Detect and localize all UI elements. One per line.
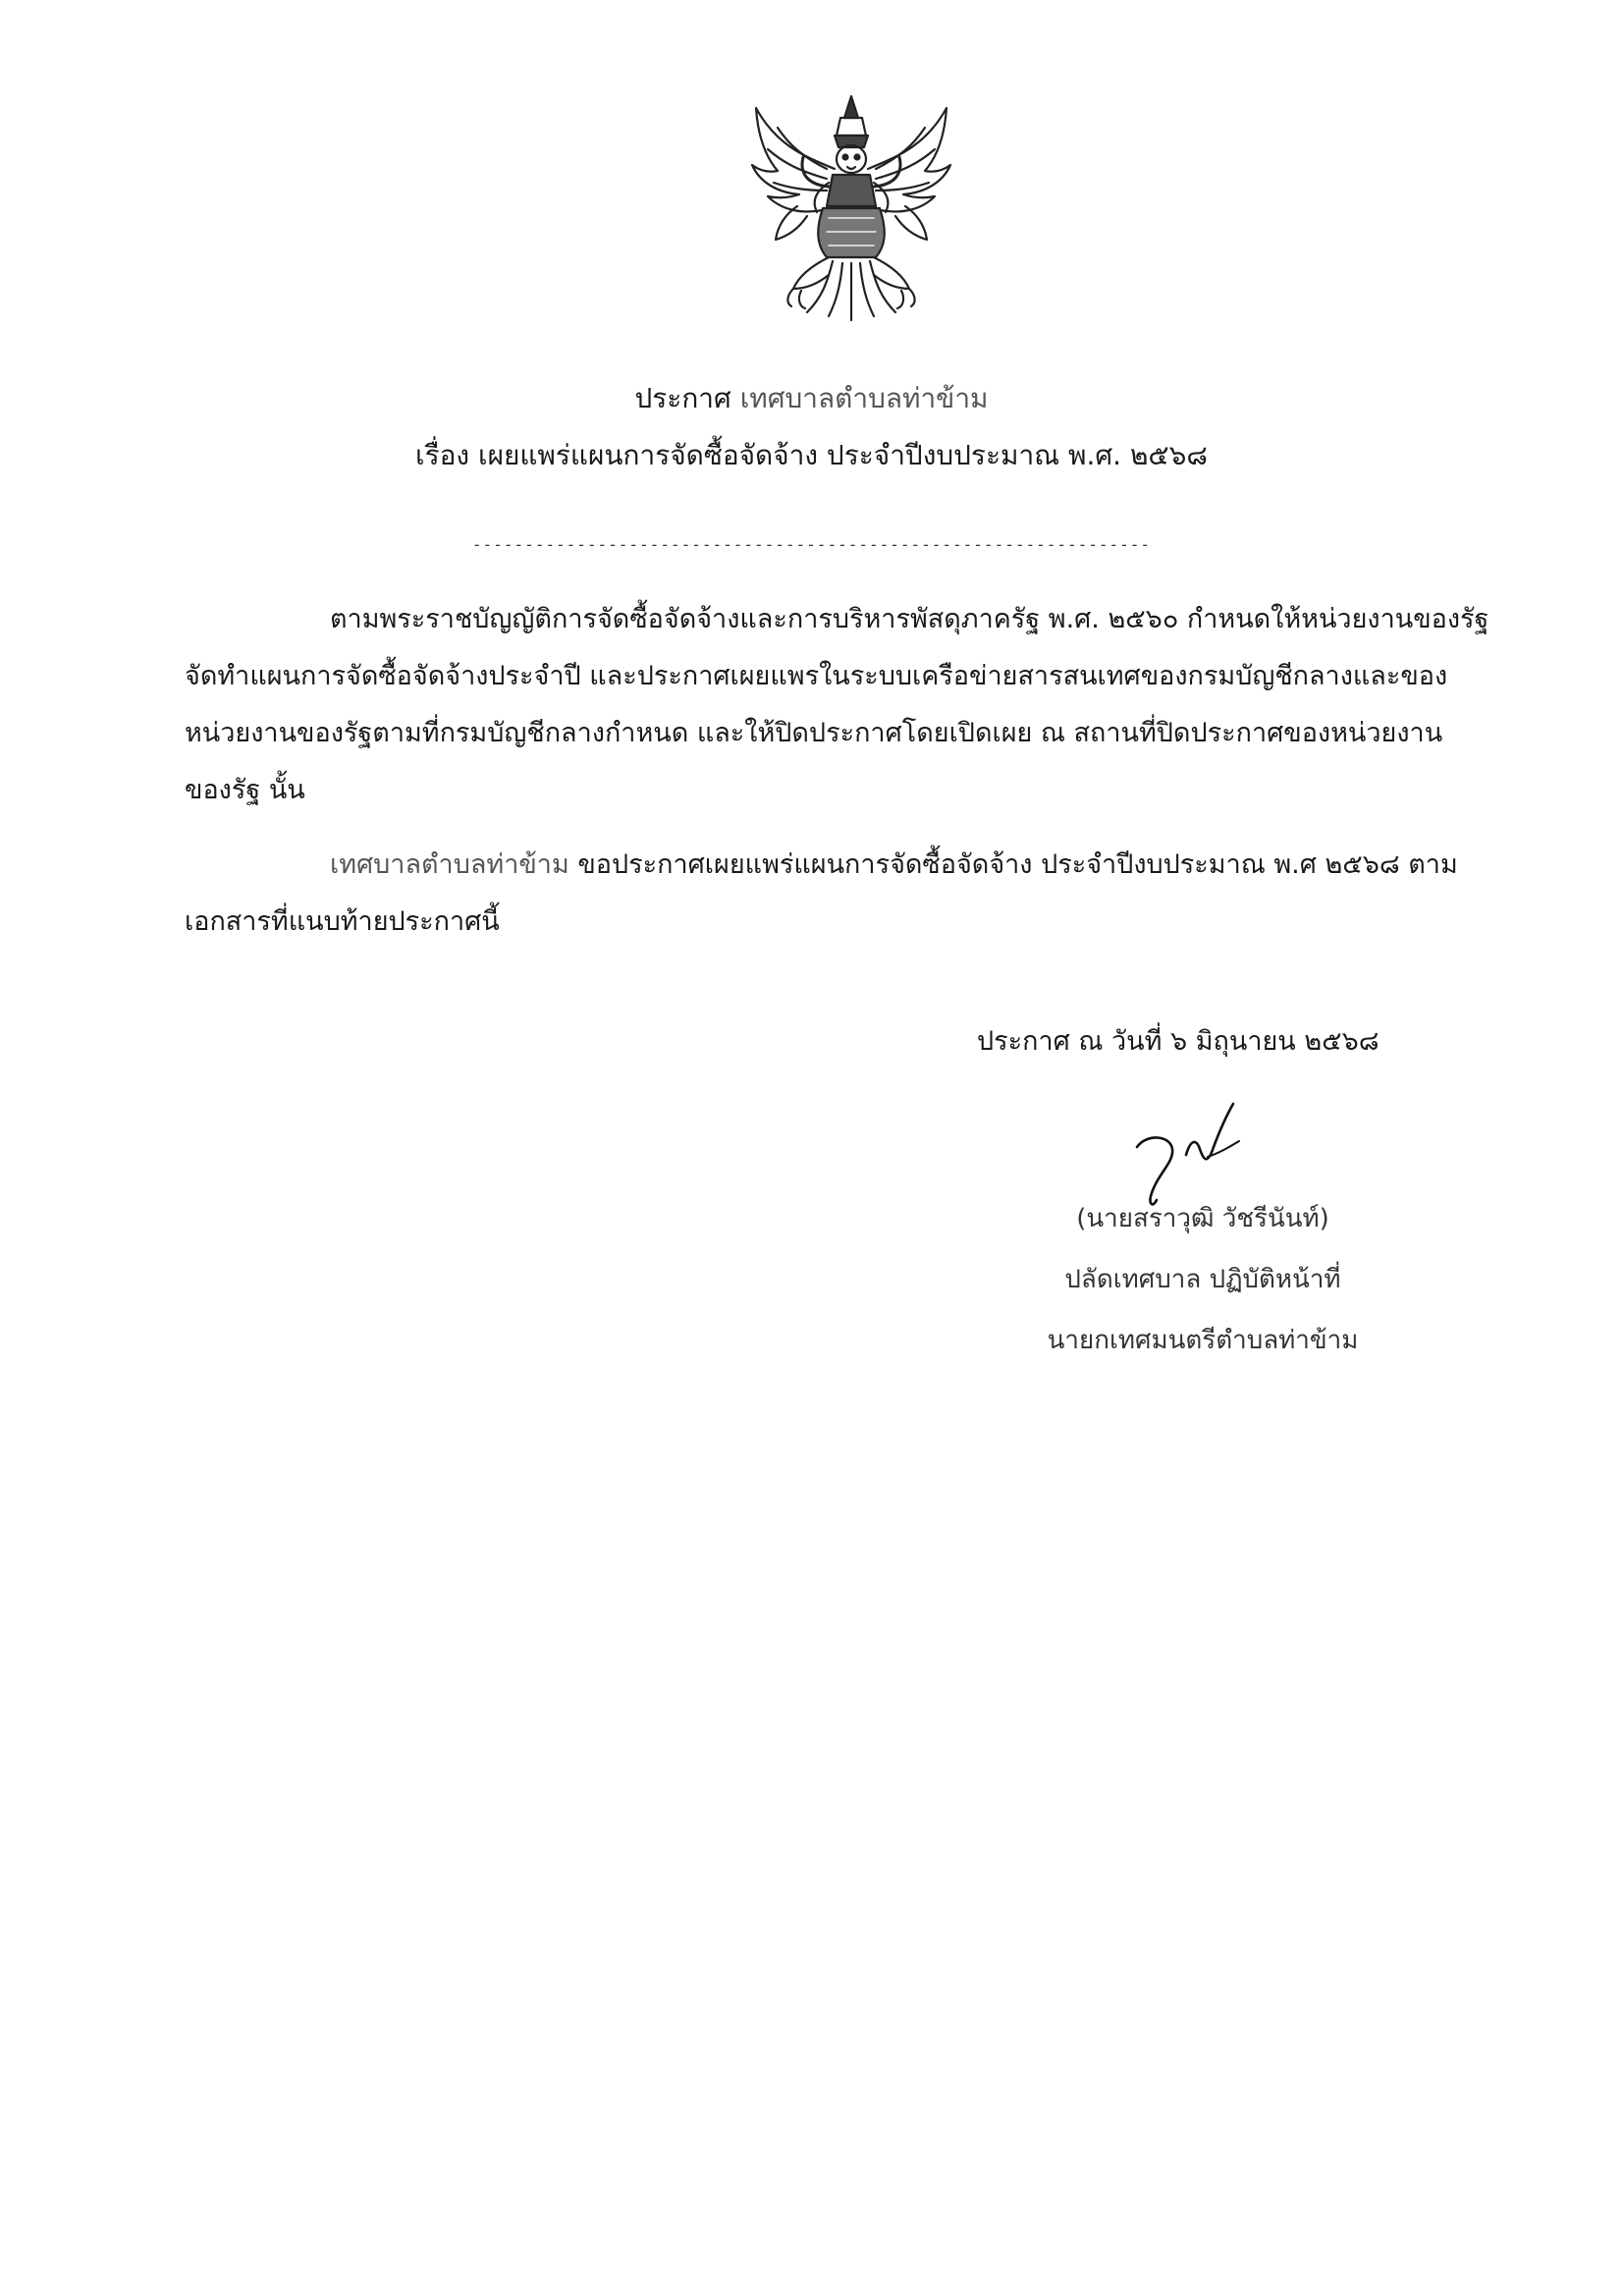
paragraph-line: ตามพระราชบัญญัติการจัดซื้อจัดจ้างและการบริหารพัสดุภาครัฐ พ.ศ. ๒๕๖๐ กำหนดให้หน่วยงานของรัฐ: [330, 604, 1489, 634]
heading-prefix: ประกาศ: [634, 382, 731, 414]
paragraph-line: เอกสารที่แนบท้ายประกาศนี้: [185, 906, 500, 937]
paragraph-2: [185, 837, 1458, 951]
paragraph-line: จัดทำแผนการจัดซื้อจัดจ้างประจำปี และประกาศเผยแพรในระบบเครือข่ายสารสนเทศของกรมบัญชีกลางและของ: [185, 661, 1448, 691]
announcement-date: ประกาศ ณ วันที่ ๖ มิถุนายน ๒๕๖๘: [977, 1026, 1380, 1057]
paragraph-text: ขอประกาศเผยแพร่แผนการจัดซื้อจัดจ้าง ประจำปีงบประมาณ พ.ศ ๒๕๖๘ ตาม: [568, 849, 1458, 880]
paragraph-1: [185, 591, 1488, 819]
divider: -----------------------------------------------------------------: [471, 535, 1152, 554]
paragraph-line: หน่วยงานของรัฐตามที่กรมบัญชีกลางกำหนด และให้ปิดประกาศโดยเปิดเผย ณ สถานที่ปิดประกาศของหน่วยงาน: [185, 718, 1443, 748]
signer-position-acting: นายกเทศมนตรีตำบลท่าข้าม: [1047, 1326, 1359, 1355]
garuda-emblem-icon: [738, 88, 964, 322]
announcement-heading: [0, 379, 1623, 418]
signer-name: (นายสราวุฒิ วัชรีนันท์): [1076, 1204, 1329, 1233]
paragraph-line: ของรัฐ นั้น: [185, 775, 305, 805]
paragraph-organization: เทศบาลตำบลท่าข้าม: [330, 849, 569, 880]
paragraph-line: [185, 837, 1458, 894]
announcement-subject: เรื่อง เผยแพร่แผนการจัดซื้อจัดจ้าง ประจำปีงบประมาณ พ.ศ. ๒๕๖๘: [415, 439, 1208, 471]
signer-position: ปลัดเทศบาล ปฏิบัติหน้าที่: [1064, 1265, 1341, 1294]
heading-organization: เทศบาลตำบลท่าข้าม: [739, 382, 989, 414]
